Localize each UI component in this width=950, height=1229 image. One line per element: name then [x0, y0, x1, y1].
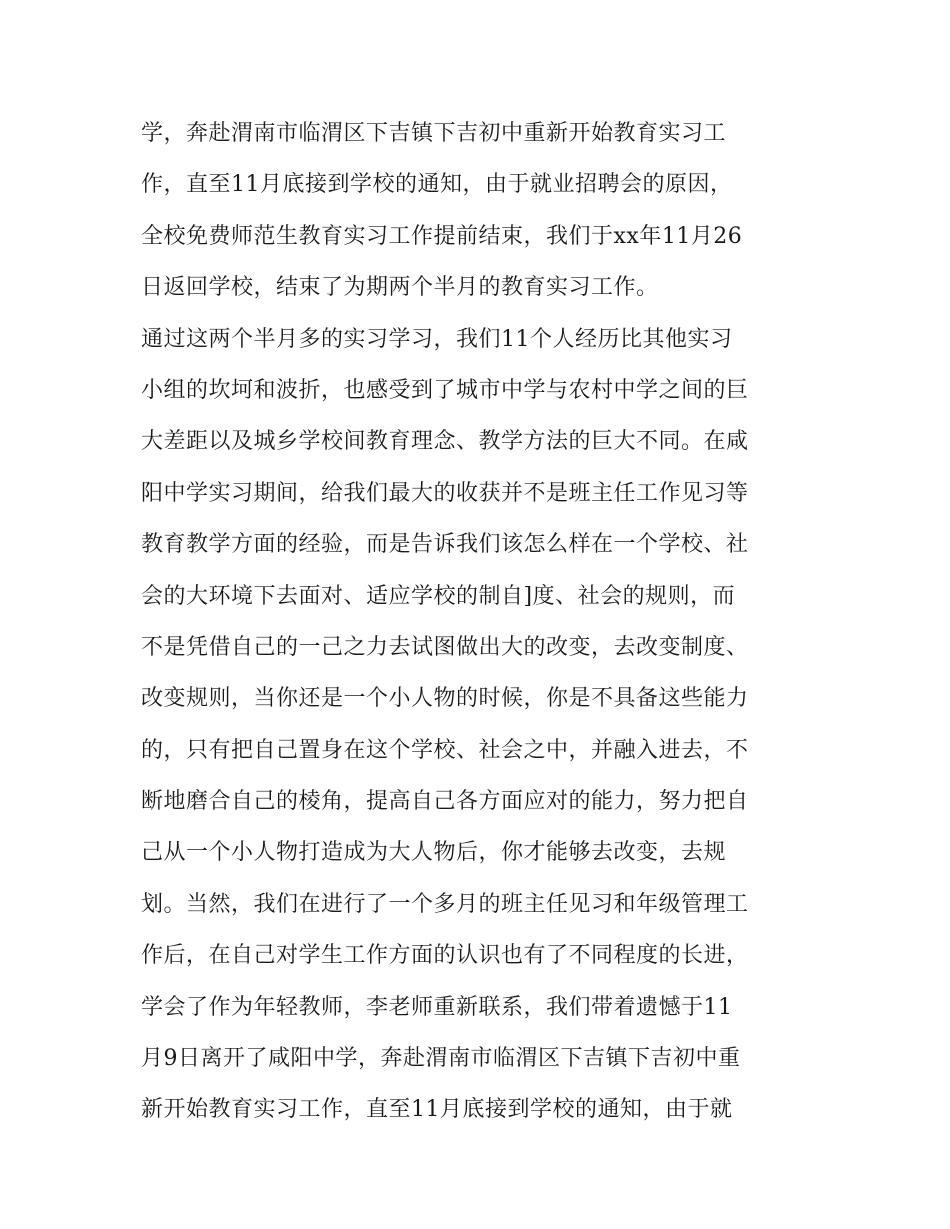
- text-line-7: 大差距以及城乡学校间教育理念、教学方法的巨大不同。在咸: [141, 429, 749, 455]
- text-line-11: 不是凭借自己的一己之力去试图做出大的改变，去改变制度、: [141, 634, 749, 660]
- text-line-20: 新开始教育实习工作，直至11月底接到学校的通知，由于就: [141, 1097, 733, 1123]
- text-line-4: 日返回学校，结束了为期两个半月的教育实习工作。: [141, 275, 659, 301]
- text-line-3: 全校免费师范生教育实习工作提前结束，我们于xx年11月26: [141, 223, 743, 249]
- text-line-17: 作后，在自己对学生工作方面的认识也有了不同程度的长进，: [141, 943, 749, 969]
- text-line-6: 小组的坎坷和波折，也感受到了城市中学与农村中学之间的巨: [141, 377, 749, 403]
- text-line-8: 阳中学实习期间，给我们最大的收获并不是班主任工作见习等: [141, 480, 749, 506]
- text-line-1: 学，奔赴渭南市临渭区下吉镇下吉初中重新开始教育实习工: [141, 121, 727, 146]
- text-line-10: 会的大环境下去面对、适应学校的制自]度、社会的规则，而: [141, 583, 736, 609]
- text-line-12: 改变规则，当你还是一个小人物的时候，你是不具备这些能力: [141, 686, 749, 712]
- text-line-5: 通过这两个半月多的实习学习，我们11个人经历比其他实习: [141, 326, 733, 352]
- text-line-19: 月9日离开了咸阳中学，奔赴渭南市临渭区下吉镇下吉初中重: [141, 1046, 741, 1072]
- body-text: [141, 108, 831, 1136]
- text-line-9: 教育教学方面的经验，而是告诉我们该怎么样在一个学校、社: [141, 532, 749, 558]
- text-line-15: 己从一个小人物打造成为大人物后，你才能够去改变，去规: [141, 840, 727, 866]
- text-line-18: 学会了作为年轻教师，李老师重新联系，我们带着遗憾于11: [141, 994, 733, 1020]
- text-line-2: 作，直至11月底接到学校的通知，由于就业招聘会的原因，: [141, 172, 733, 198]
- text-line-13: 的，只有把自己置身在这个学校、社会之中，并融入进去，不: [141, 737, 749, 763]
- text-line-16: 划。当然，我们在进行了一个多月的班主任见习和年级管理工: [141, 891, 749, 917]
- text-line-14: 断地磨合自己的棱角，提高自己各方面应对的能力，努力把自: [141, 789, 749, 815]
